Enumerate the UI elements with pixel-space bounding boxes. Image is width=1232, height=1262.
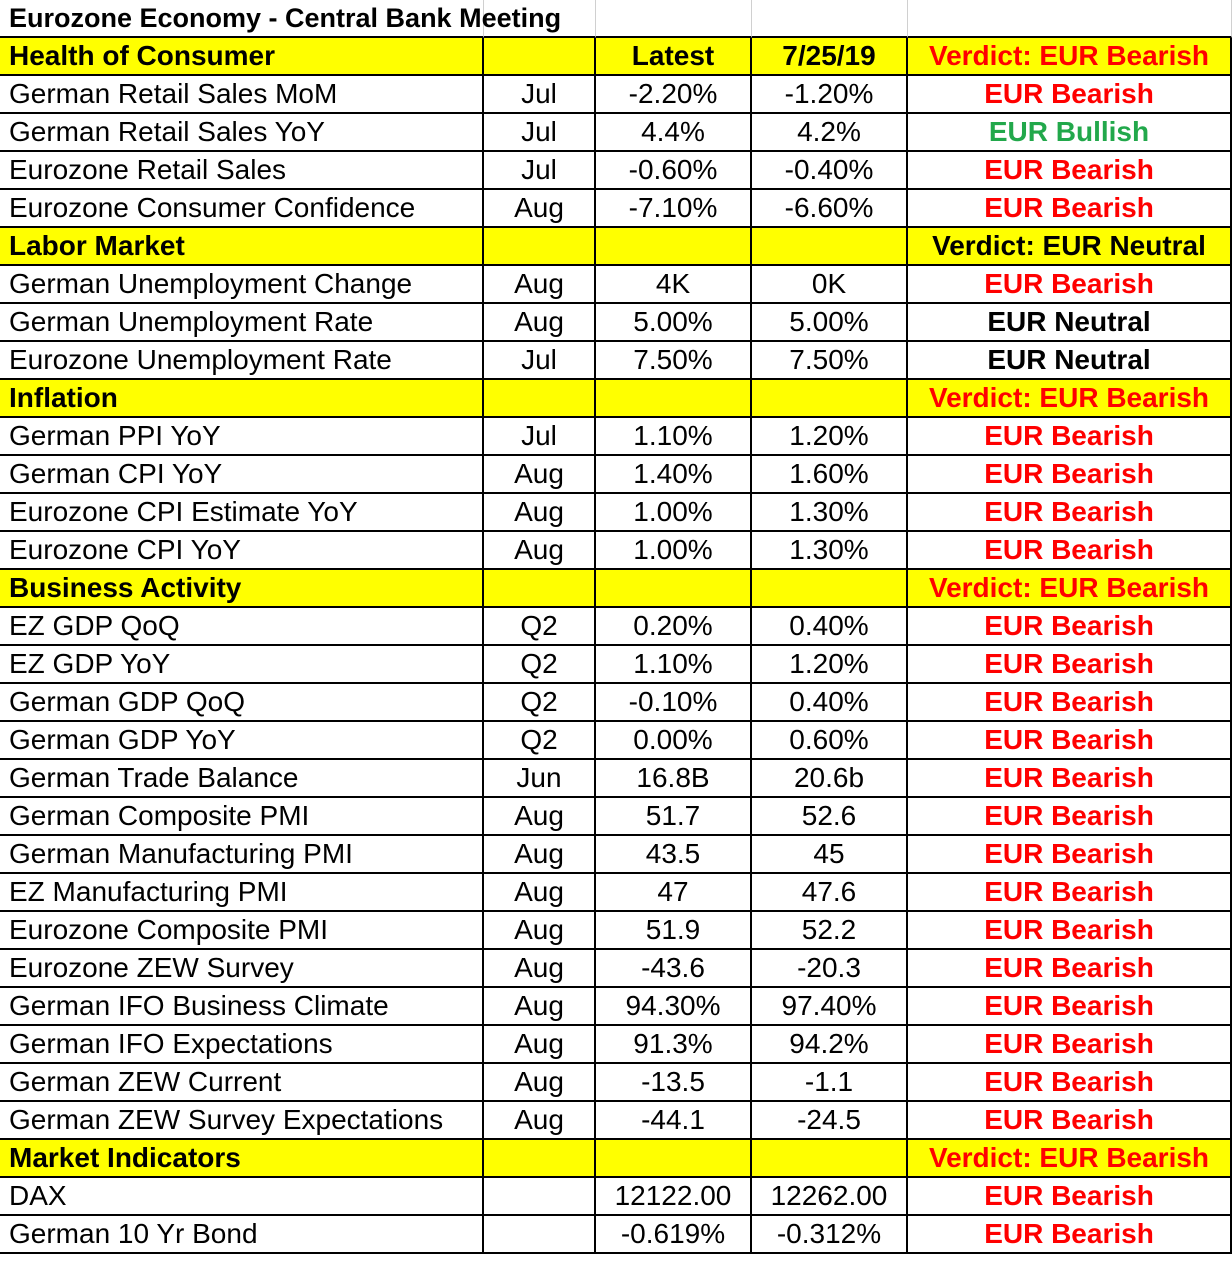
prior-value[interactable]: 45: [752, 836, 908, 874]
period-cell[interactable]: Jul: [484, 342, 596, 380]
latest-value[interactable]: 1.00%: [596, 494, 752, 532]
indicator-name[interactable]: German Composite PMI: [0, 798, 484, 836]
indicator-name[interactable]: German Unemployment Rate: [0, 304, 484, 342]
latest-value[interactable]: 7.50%: [596, 342, 752, 380]
indicator-name[interactable]: DAX: [0, 1178, 484, 1216]
latest-value[interactable]: 47: [596, 874, 752, 912]
prior-value[interactable]: -1.20%: [752, 76, 908, 114]
period-cell[interactable]: Jun: [484, 760, 596, 798]
prior-value[interactable]: 0.40%: [752, 608, 908, 646]
signal-cell[interactable]: EUR Bearish: [908, 950, 1232, 988]
indicator-name[interactable]: Eurozone CPI Estimate YoY: [0, 494, 484, 532]
period-cell[interactable]: [484, 1216, 596, 1254]
prior-column-header[interactable]: [752, 228, 908, 266]
latest-column-header[interactable]: [596, 380, 752, 418]
prior-column-header[interactable]: [752, 380, 908, 418]
latest-value[interactable]: 16.8B: [596, 760, 752, 798]
prior-value[interactable]: 1.60%: [752, 456, 908, 494]
indicator-name[interactable]: Eurozone Unemployment Rate: [0, 342, 484, 380]
latest-value[interactable]: -0.10%: [596, 684, 752, 722]
latest-value[interactable]: 1.40%: [596, 456, 752, 494]
latest-value[interactable]: 1.10%: [596, 418, 752, 456]
section-name[interactable]: Business Activity: [0, 570, 484, 608]
prior-column-header[interactable]: [752, 570, 908, 608]
signal-cell[interactable]: EUR Bearish: [908, 456, 1232, 494]
signal-cell[interactable]: EUR Bearish: [908, 684, 1232, 722]
prior-value[interactable]: 0.60%: [752, 722, 908, 760]
section-verdict[interactable]: Verdict: EUR Bearish: [908, 1140, 1232, 1178]
indicator-name[interactable]: EZ Manufacturing PMI: [0, 874, 484, 912]
signal-cell[interactable]: EUR Bearish: [908, 608, 1232, 646]
indicator-name[interactable]: Eurozone ZEW Survey: [0, 950, 484, 988]
indicator-name[interactable]: Eurozone Retail Sales: [0, 152, 484, 190]
signal-cell[interactable]: EUR Bearish: [908, 418, 1232, 456]
prior-value[interactable]: 1.20%: [752, 418, 908, 456]
latest-value[interactable]: 51.7: [596, 798, 752, 836]
latest-value[interactable]: 0.00%: [596, 722, 752, 760]
indicator-name[interactable]: German 10 Yr Bond: [0, 1216, 484, 1254]
period-cell[interactable]: Aug: [484, 1102, 596, 1140]
signal-cell[interactable]: EUR Bearish: [908, 988, 1232, 1026]
latest-value[interactable]: 12122.00: [596, 1178, 752, 1216]
section-verdict[interactable]: Verdict: EUR Bearish: [908, 38, 1232, 76]
latest-value[interactable]: 1.00%: [596, 532, 752, 570]
prior-value[interactable]: 52.6: [752, 798, 908, 836]
period-cell[interactable]: Aug: [484, 456, 596, 494]
empty-cell[interactable]: [484, 380, 596, 418]
prior-value[interactable]: 97.40%: [752, 988, 908, 1026]
latest-value[interactable]: -44.1: [596, 1102, 752, 1140]
latest-column-header[interactable]: [596, 1140, 752, 1178]
empty-cell[interactable]: [484, 38, 596, 76]
prior-value[interactable]: 52.2: [752, 912, 908, 950]
indicator-name[interactable]: German Retail Sales YoY: [0, 114, 484, 152]
period-cell[interactable]: Aug: [484, 836, 596, 874]
latest-value[interactable]: 4K: [596, 266, 752, 304]
period-cell[interactable]: Aug: [484, 494, 596, 532]
prior-value[interactable]: -20.3: [752, 950, 908, 988]
period-cell[interactable]: Q2: [484, 646, 596, 684]
indicator-name[interactable]: German ZEW Current: [0, 1064, 484, 1102]
period-cell[interactable]: Aug: [484, 266, 596, 304]
signal-cell[interactable]: EUR Bearish: [908, 798, 1232, 836]
empty-cell[interactable]: [484, 570, 596, 608]
empty-cell[interactable]: [752, 0, 908, 38]
signal-cell[interactable]: EUR Bearish: [908, 912, 1232, 950]
signal-cell[interactable]: EUR Bearish: [908, 1026, 1232, 1064]
section-verdict[interactable]: Verdict: EUR Bearish: [908, 570, 1232, 608]
latest-value[interactable]: 5.00%: [596, 304, 752, 342]
indicator-name[interactable]: EZ GDP YoY: [0, 646, 484, 684]
latest-value[interactable]: -0.619%: [596, 1216, 752, 1254]
signal-cell[interactable]: EUR Bearish: [908, 1102, 1232, 1140]
indicator-name[interactable]: German Manufacturing PMI: [0, 836, 484, 874]
indicator-name[interactable]: German IFO Business Climate: [0, 988, 484, 1026]
signal-cell[interactable]: EUR Bearish: [908, 76, 1232, 114]
signal-cell[interactable]: EUR Neutral: [908, 342, 1232, 380]
latest-value[interactable]: 51.9: [596, 912, 752, 950]
signal-cell[interactable]: EUR Bullish: [908, 114, 1232, 152]
latest-value[interactable]: -7.10%: [596, 190, 752, 228]
prior-column-header[interactable]: 7/25/19: [752, 38, 908, 76]
prior-value[interactable]: 7.50%: [752, 342, 908, 380]
empty-cell[interactable]: [484, 228, 596, 266]
period-cell[interactable]: Q2: [484, 608, 596, 646]
prior-value[interactable]: 12262.00: [752, 1178, 908, 1216]
indicator-name[interactable]: German Unemployment Change: [0, 266, 484, 304]
latest-value[interactable]: 94.30%: [596, 988, 752, 1026]
indicator-name[interactable]: German IFO Expectations: [0, 1026, 484, 1064]
period-cell[interactable]: Aug: [484, 874, 596, 912]
indicator-name[interactable]: Eurozone Consumer Confidence: [0, 190, 484, 228]
period-cell[interactable]: Q2: [484, 722, 596, 760]
empty-cell[interactable]: [484, 0, 596, 38]
section-name[interactable]: Market Indicators: [0, 1140, 484, 1178]
period-cell[interactable]: Aug: [484, 190, 596, 228]
latest-column-header[interactable]: [596, 570, 752, 608]
signal-cell[interactable]: EUR Bearish: [908, 1178, 1232, 1216]
period-cell[interactable]: Aug: [484, 798, 596, 836]
period-cell[interactable]: Jul: [484, 114, 596, 152]
signal-cell[interactable]: EUR Neutral: [908, 304, 1232, 342]
period-cell[interactable]: Aug: [484, 988, 596, 1026]
period-cell[interactable]: Jul: [484, 152, 596, 190]
prior-value[interactable]: 0.40%: [752, 684, 908, 722]
latest-value[interactable]: -43.6: [596, 950, 752, 988]
signal-cell[interactable]: EUR Bearish: [908, 190, 1232, 228]
indicator-name[interactable]: Eurozone CPI YoY: [0, 532, 484, 570]
prior-value[interactable]: -24.5: [752, 1102, 908, 1140]
signal-cell[interactable]: EUR Bearish: [908, 646, 1232, 684]
indicator-name[interactable]: German Trade Balance: [0, 760, 484, 798]
prior-column-header[interactable]: [752, 1140, 908, 1178]
period-cell[interactable]: [484, 1178, 596, 1216]
prior-value[interactable]: -1.1: [752, 1064, 908, 1102]
prior-value[interactable]: -0.312%: [752, 1216, 908, 1254]
prior-value[interactable]: 5.00%: [752, 304, 908, 342]
section-name[interactable]: Inflation: [0, 380, 484, 418]
section-verdict[interactable]: Verdict: EUR Neutral: [908, 228, 1232, 266]
empty-cell[interactable]: [596, 0, 752, 38]
latest-value[interactable]: -2.20%: [596, 76, 752, 114]
signal-cell[interactable]: EUR Bearish: [908, 152, 1232, 190]
period-cell[interactable]: Jul: [484, 76, 596, 114]
latest-value[interactable]: 43.5: [596, 836, 752, 874]
signal-cell[interactable]: EUR Bearish: [908, 494, 1232, 532]
period-cell[interactable]: Q2: [484, 684, 596, 722]
prior-value[interactable]: 0K: [752, 266, 908, 304]
period-cell[interactable]: Aug: [484, 1026, 596, 1064]
indicator-name[interactable]: German CPI YoY: [0, 456, 484, 494]
indicator-name[interactable]: German GDP YoY: [0, 722, 484, 760]
sheet-title[interactable]: Eurozone Economy - Central Bank Meeting: [0, 0, 484, 38]
signal-cell[interactable]: EUR Bearish: [908, 760, 1232, 798]
prior-value[interactable]: -0.40%: [752, 152, 908, 190]
indicator-name[interactable]: EZ GDP QoQ: [0, 608, 484, 646]
signal-cell[interactable]: EUR Bearish: [908, 266, 1232, 304]
signal-cell[interactable]: EUR Bearish: [908, 874, 1232, 912]
empty-cell[interactable]: [484, 1140, 596, 1178]
prior-value[interactable]: 47.6: [752, 874, 908, 912]
prior-value[interactable]: 1.30%: [752, 532, 908, 570]
indicator-name[interactable]: German PPI YoY: [0, 418, 484, 456]
indicator-name[interactable]: German Retail Sales MoM: [0, 76, 484, 114]
prior-value[interactable]: 20.6b: [752, 760, 908, 798]
signal-cell[interactable]: EUR Bearish: [908, 1216, 1232, 1254]
latest-value[interactable]: 4.4%: [596, 114, 752, 152]
latest-column-header[interactable]: Latest: [596, 38, 752, 76]
indicator-name[interactable]: Eurozone Composite PMI: [0, 912, 484, 950]
indicator-name[interactable]: German ZEW Survey Expectations: [0, 1102, 484, 1140]
latest-value[interactable]: -13.5: [596, 1064, 752, 1102]
period-cell[interactable]: Aug: [484, 532, 596, 570]
prior-value[interactable]: 4.2%: [752, 114, 908, 152]
prior-value[interactable]: 94.2%: [752, 1026, 908, 1064]
section-name[interactable]: Labor Market: [0, 228, 484, 266]
period-cell[interactable]: Aug: [484, 912, 596, 950]
period-cell[interactable]: Aug: [484, 950, 596, 988]
prior-value[interactable]: 1.20%: [752, 646, 908, 684]
latest-value[interactable]: -0.60%: [596, 152, 752, 190]
period-cell[interactable]: Aug: [484, 304, 596, 342]
signal-cell[interactable]: EUR Bearish: [908, 722, 1232, 760]
signal-cell[interactable]: EUR Bearish: [908, 836, 1232, 874]
latest-value[interactable]: 1.10%: [596, 646, 752, 684]
section-name[interactable]: Health of Consumer: [0, 38, 484, 76]
period-cell[interactable]: Aug: [484, 1064, 596, 1102]
prior-value[interactable]: 1.30%: [752, 494, 908, 532]
latest-value[interactable]: 91.3%: [596, 1026, 752, 1064]
latest-value[interactable]: 0.20%: [596, 608, 752, 646]
signal-cell[interactable]: EUR Bearish: [908, 1064, 1232, 1102]
indicator-name[interactable]: German GDP QoQ: [0, 684, 484, 722]
empty-cell[interactable]: [908, 0, 1232, 38]
latest-column-header[interactable]: [596, 228, 752, 266]
prior-value[interactable]: -6.60%: [752, 190, 908, 228]
period-cell[interactable]: Jul: [484, 418, 596, 456]
signal-cell[interactable]: EUR Bearish: [908, 532, 1232, 570]
section-verdict[interactable]: Verdict: EUR Bearish: [908, 380, 1232, 418]
